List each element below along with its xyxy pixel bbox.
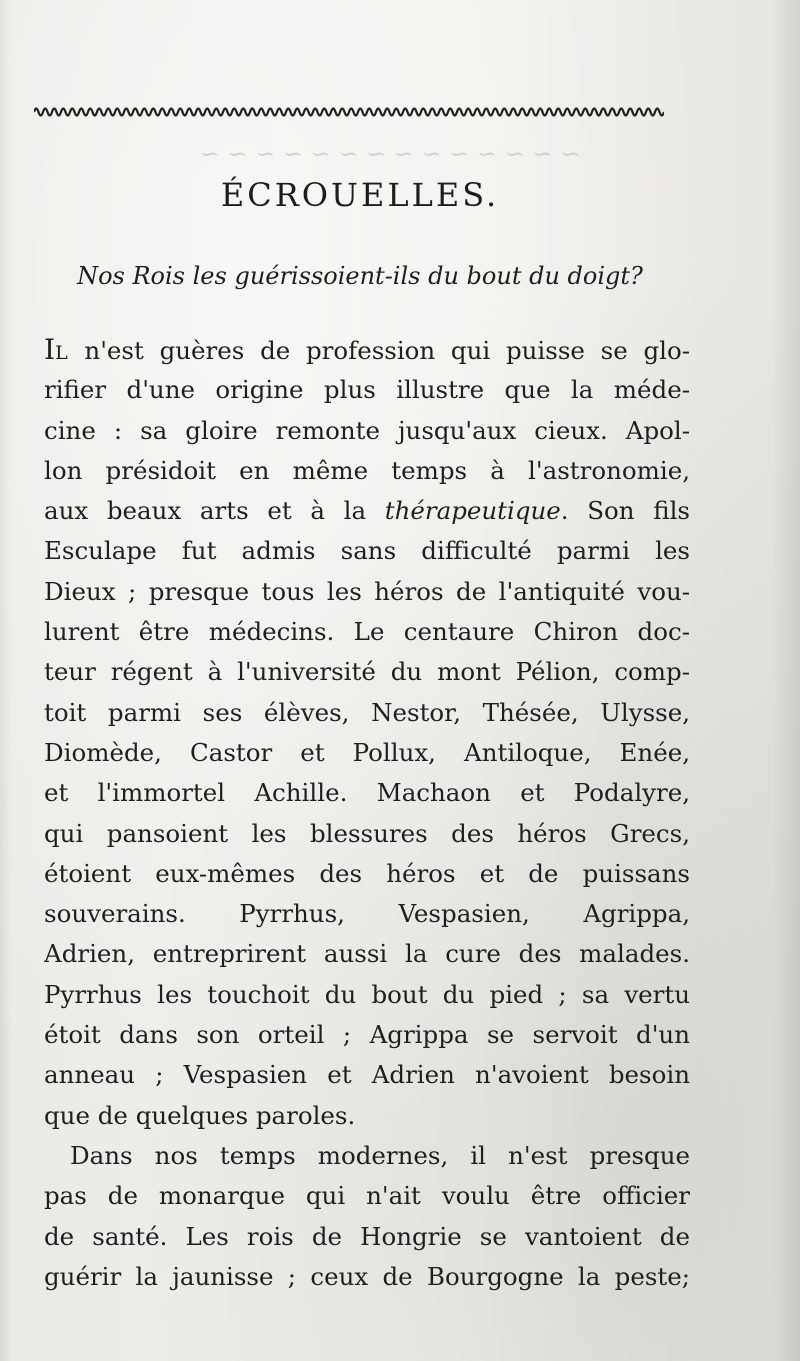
text-line: Adrien, entreprirent aussi la cure des malades. xyxy=(44,939,690,969)
text-line: de santé. Les rois de Hongrie se vantoient de xyxy=(44,1221,690,1251)
text-line: Dans nos temps modernes, il n'est presque xyxy=(70,1140,690,1170)
text-line: lurent être médecins. Le centaure Chiron doc- xyxy=(44,617,690,647)
text-line: toit parmi ses élèves, Nestor, Thésée, Ulysse, xyxy=(44,697,690,727)
text-line: Pyrrhus les touchoit du bout du pied ; sa vertu xyxy=(44,979,690,1009)
text-line xyxy=(44,330,690,370)
text-line: étoit dans son orteil ; Agrippa se servoit d'un xyxy=(44,1020,690,1050)
text-line: Dieux ; presque tous les héros de l'antiquité vou- xyxy=(44,576,690,606)
text-line: Diomède, Castor et Pollux, Antiloque, Enée, xyxy=(44,737,690,767)
body-text xyxy=(44,330,690,1297)
decorative-rule xyxy=(34,100,664,122)
text-line: teur régent à l'université du mont Pélion, comp- xyxy=(44,657,690,687)
text-line: anneau ; Vespasien et Adrien n'avoient besoin xyxy=(44,1060,690,1090)
page-edge-shadow xyxy=(772,0,800,1361)
text-line: guérir la jaunisse ; ceux de Bourgogne la peste; xyxy=(44,1261,690,1291)
ornament-wave xyxy=(34,109,664,116)
page-title: ÉCROUELLES. xyxy=(220,176,500,214)
text-line: souverains. Pyrrhus, Vespasien, Agrippa, xyxy=(44,899,690,929)
text-line: lon présidoit en même temps à l'astronomie, xyxy=(44,455,690,485)
text-line: cine : sa gloire remonte jusqu'aux cieux. Apol- xyxy=(44,415,690,445)
text-line: étoient eux-mêmes des héros et de puissans xyxy=(44,858,690,888)
text-line: Esculape fut admis sans difficulté parmi les xyxy=(44,536,690,566)
drop-cap: I xyxy=(44,333,56,366)
italic-term: thérapeutique xyxy=(384,496,561,526)
text-fragment: n'est guères de profession qui puisse se glo- xyxy=(68,336,690,365)
text-line: que de quelques paroles. xyxy=(44,1100,356,1130)
small-cap: L xyxy=(55,342,69,364)
text-line: et l'immortel Achille. Machaon et Podalyre, xyxy=(44,778,690,808)
text-fragment: . Son fils xyxy=(560,496,690,526)
text-fragment: aux beaux arts et à la xyxy=(44,496,385,526)
text-line: pas de monarque qui n'ait voulu être officier xyxy=(44,1181,690,1211)
text-line: qui pansoient les blessures des héros Grecs, xyxy=(44,818,690,848)
text-line: rifier d'une origine plus illustre que la méde- xyxy=(44,375,690,405)
text-line xyxy=(44,491,690,531)
show-through-texture: ~ ~ ~ ~ ~ ~ ~ ~ ~ ~ ~ ~ ~ ~ xyxy=(199,140,581,168)
section-subtitle: Nos Rois les guérissoient-ils du bout du doigt? xyxy=(77,262,643,290)
